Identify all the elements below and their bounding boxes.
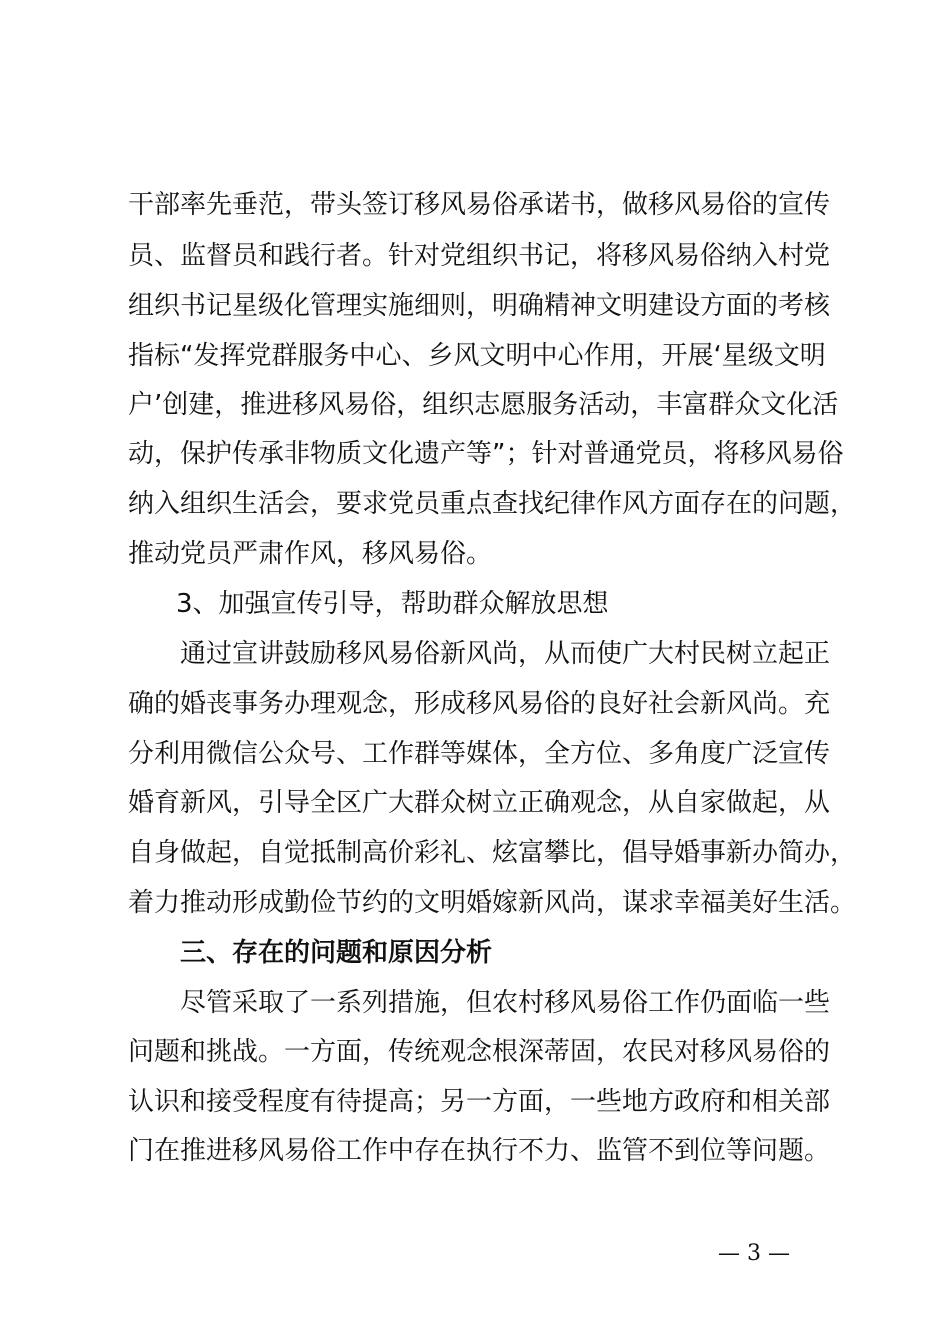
body-text-line: 婚育新风，引导全区广大群众树立正确观念，从自家做起，从 [128, 788, 831, 818]
body-text-line: 认识和接受程度有待提高；另一方面，一些地方政府和相关部 [128, 1087, 831, 1117]
body-text-line: 门在推进移风易俗工作中存在执行不力、监管不到位等问题。 [128, 1136, 831, 1166]
section-heading: 三、存在的问题和原因分析 [180, 938, 493, 968]
body-text-line: 员、监督员和践行者。针对党组织书记，将移风易俗纳入村党 [128, 241, 831, 271]
body-text-line: 动，保护传承非物质文化遗产等”；针对普通党员，将移风易俗 [128, 439, 844, 469]
body-text-line: 自身做起，自觉抵制高价彩礼、炫富攀比，倡导婚事新办简办， [128, 838, 857, 868]
body-text-line: 户’创建，推进移风易俗，组织志愿服务活动，丰富群众文化活 [128, 390, 839, 420]
body-text-line: 着力推动形成勤俭节约的文明婚嫁新风尚，谋求幸福美好生活。 [128, 888, 857, 918]
body-text-line: 指标“发挥党群服务中心、乡风文明中心作用，开展‘星级文明 [128, 341, 826, 371]
body-text-line: 确的婚丧事务办理观念，形成移风易俗的良好社会新风尚。充 [128, 689, 831, 719]
body-text-line: 问题和挑战。一方面，传统观念根深蒂固，农民对移风易俗的 [128, 1037, 831, 1067]
body-text-line: 纳入组织生活会，要求党员重点查找纪律作风方面存在的问题， [128, 489, 857, 519]
body-text-line: 通过宣讲鼓励移风易俗新风尚，从而使广大村民树立起正 [180, 639, 831, 669]
body-text-line: 尽管采取了一系列措施，但农村移风易俗工作仍面临一些 [180, 988, 831, 1018]
body-text-line: 组织书记星级化管理实施细则，明确精神文明建设方面的考核 [128, 291, 831, 321]
body-text-line: 推动党员严肃作风，移风易俗。 [128, 539, 493, 569]
subsection-heading: 3、加强宣传引导，帮助群众解放思想 [176, 589, 609, 619]
body-text-line: 干部率先垂范，带头签订移风易俗承诺书，做移风易俗的宣传 [128, 190, 831, 220]
body-text-line: 分利用微信公众号、工作群等媒体，全方位、多角度广泛宣传 [128, 739, 831, 769]
page-number: — 3 — [718, 1241, 790, 1266]
